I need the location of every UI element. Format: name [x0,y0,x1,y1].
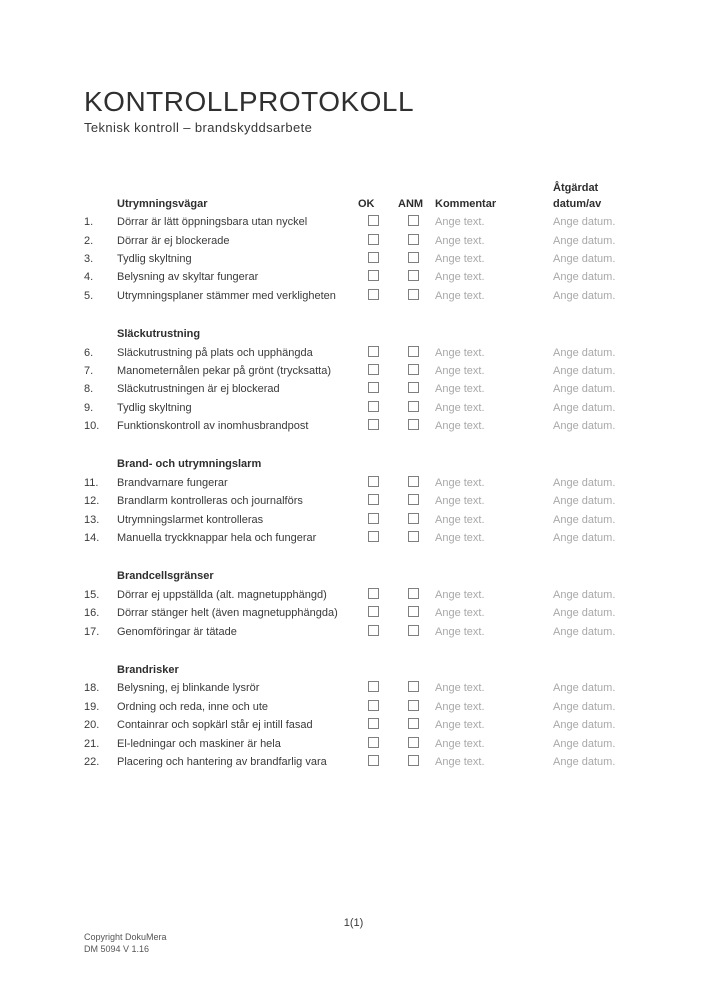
item-label: Tydlig skyltning [117,252,192,265]
item-number: 17. [84,625,100,638]
anm-checkbox[interactable] [408,755,419,766]
item-label: Funktionskontroll av inomhusbrandpost [117,420,309,433]
anm-checkbox[interactable] [408,606,419,617]
date-field[interactable]: Ange datum. [553,607,616,620]
checklist-row [84,250,624,268]
ok-checkbox[interactable] [368,270,379,281]
date-field[interactable]: Ange datum. [553,682,616,695]
comment-field[interactable]: Ange text. [435,719,485,732]
section-title: Brandrisker [117,664,179,676]
checklist-row [84,343,624,361]
item-label: Dörrar stänger helt (även magnetupphängda) [117,607,338,620]
section-title-row [84,455,624,473]
item-label: Utrymningsplaner stämmer med verkligheten [117,289,336,302]
ok-checkbox[interactable] [368,606,379,617]
item-label: Genomföringar är tätade [117,625,237,638]
item-number: 19. [84,700,100,713]
comment-field[interactable]: Ange text. [435,737,485,750]
checklist-row [84,474,624,492]
comment-field[interactable]: Ange text. [435,682,485,695]
anm-checkbox[interactable] [408,700,419,711]
column-header-kommentar: Kommentar [435,197,497,210]
item-number: 22. [84,755,100,768]
ok-checkbox[interactable] [368,625,379,636]
anm-checkbox[interactable] [408,718,419,729]
comment-field[interactable]: Ange text. [435,755,485,768]
ok-checkbox[interactable] [368,364,379,375]
comment-field[interactable]: Ange text. [435,383,485,396]
item-label: Manuella tryckknappar hela och fungerar [117,532,317,545]
item-label: Brandlarm kontrolleras och journalförs [117,495,303,508]
comment-field[interactable]: Ange text. [435,476,485,489]
item-number: 13. [84,513,100,526]
column-header-ok: OK [358,197,375,210]
checklist-row [84,268,624,286]
checklist-row [84,399,624,417]
item-label: Belysning av skyltar fungerar [117,271,259,284]
item-label: Utrymningslarmet kontrolleras [117,513,264,526]
date-field[interactable]: Ange datum. [553,346,616,359]
comment-field[interactable]: Ange text. [435,216,485,229]
date-field[interactable]: Ange datum. [553,420,616,433]
comment-field[interactable]: Ange text. [435,234,485,247]
item-number: 21. [84,737,100,750]
footer-copyright: Copyright DokuMera [84,932,167,942]
column-header-row-2 [84,194,624,213]
date-field[interactable]: Ange datum. [553,700,616,713]
anm-checkbox[interactable] [408,681,419,692]
checklist-row [84,362,624,380]
date-field[interactable]: Ange datum. [553,234,616,247]
anm-checkbox[interactable] [408,625,419,636]
ok-checkbox[interactable] [368,476,379,487]
checklist-row [84,679,624,697]
ok-checkbox[interactable] [368,382,379,393]
item-label: Släckutrustning på plats och upphängda [117,346,313,359]
item-number: 7. [84,364,94,377]
ok-checkbox[interactable] [368,215,379,226]
comment-field[interactable]: Ange text. [435,700,485,713]
date-field[interactable]: Ange datum. [553,364,616,377]
anm-checkbox[interactable] [408,401,419,412]
checklist-row [84,213,624,231]
ok-checkbox[interactable] [368,681,379,692]
date-field[interactable]: Ange datum. [553,495,616,508]
item-number: 4. [84,271,94,284]
checklist-row [84,417,624,435]
item-number: 6. [84,346,94,359]
comment-field[interactable]: Ange text. [435,401,485,414]
item-number: 18. [84,682,100,695]
column-header-anm: ANM [398,197,424,210]
anm-checkbox[interactable] [408,346,419,357]
column-header-atgardat-line1: Åtgärdat [553,182,599,194]
checklist-body [84,213,624,771]
date-field[interactable]: Ange datum. [553,737,616,750]
anm-checkbox[interactable] [408,364,419,375]
checklist-row [84,231,624,249]
item-number: 5. [84,289,94,302]
anm-checkbox[interactable] [408,419,419,430]
comment-field[interactable]: Ange text. [435,289,485,302]
footer [84,932,167,955]
item-number: 20. [84,719,100,732]
item-number: 11. [84,476,99,489]
comment-field[interactable]: Ange text. [435,588,485,601]
section-title: Brandcellsgränser [117,570,214,583]
comment-field[interactable]: Ange text. [435,625,485,638]
anm-checkbox[interactable] [408,494,419,505]
anm-checkbox[interactable] [408,588,419,599]
ok-checkbox[interactable] [368,737,379,748]
section-title-row [84,567,624,585]
ok-checkbox[interactable] [368,531,379,542]
comment-field[interactable]: Ange text. [435,532,485,545]
date-field[interactable]: Ange datum. [553,532,616,545]
ok-checkbox[interactable] [368,419,379,430]
checklist-row [84,529,624,547]
anm-checkbox[interactable] [408,513,419,524]
footer-doc-id: DM 5094 V 1.16 [84,943,150,954]
date-field[interactable]: Ange datum. [553,383,616,396]
item-label: Ordning och reda, inne och ute [117,700,269,713]
item-number: 3. [84,252,94,265]
ok-checkbox[interactable] [368,494,379,505]
checklist-row [84,604,624,622]
item-number: 12. [84,495,100,508]
date-field[interactable]: Ange datum. [553,401,616,414]
item-number: 10. [84,420,100,433]
item-number: 9. [84,401,94,414]
page-subtitle: Teknisk kontroll – brandskyddsarbete [84,120,313,135]
section-title: Brand- och utrymningslarm [117,458,262,471]
page-title: KONTROLLPROTOKOLL [84,86,415,117]
ok-checkbox[interactable] [368,513,379,524]
date-field[interactable]: Ange datum. [553,216,616,229]
item-number: 8. [84,383,94,396]
item-label: Brandvarnare fungerar [117,476,228,489]
date-field[interactable]: Ange datum. [553,513,616,526]
checklist-row [84,510,624,528]
comment-field[interactable]: Ange text. [435,364,485,377]
section-title-row [84,325,624,343]
item-number: 16. [84,607,100,620]
item-number: 1. [84,216,94,229]
date-field[interactable]: Ange datum. [553,476,616,489]
ok-checkbox[interactable] [368,718,379,729]
item-label: Placering och hantering av brandfarlig vara [117,755,327,768]
item-number: 2. [84,234,94,247]
checklist-row [84,622,624,640]
anm-checkbox[interactable] [408,215,419,226]
date-field[interactable]: Ange datum. [553,755,616,768]
anm-checkbox[interactable] [408,737,419,748]
item-label: Dörrar ej uppställda (alt. magnetupphängd) [117,588,327,601]
ok-checkbox[interactable] [368,252,379,263]
page-number: 1(1) [343,917,364,929]
ok-checkbox[interactable] [368,588,379,599]
item-label: Dörrar är lätt öppningsbara utan nyckel [117,216,308,229]
anm-checkbox[interactable] [408,476,419,487]
comment-field[interactable]: Ange text. [435,271,485,284]
anm-checkbox[interactable] [408,252,419,263]
checklist-row [84,734,624,752]
section-title: Släckutrustning [117,328,201,341]
item-number: 14. [84,532,100,545]
item-label: Containrar och sopkärl står ej intill fasad [117,719,313,732]
column-header-atgardat-line2: datum/av [553,197,602,210]
ok-checkbox[interactable] [368,289,379,300]
ok-checkbox[interactable] [368,755,379,766]
comment-field[interactable]: Ange text. [435,495,485,508]
item-label: Släckutrustningen är ej blockerad [117,383,280,396]
comment-field[interactable]: Ange text. [435,346,485,359]
column-header-row-1 [84,179,624,194]
date-field[interactable]: Ange datum. [553,625,616,638]
anm-checkbox[interactable] [408,382,419,393]
checklist-row [84,380,624,398]
checklist-row [84,716,624,734]
checklist-row [84,492,624,510]
comment-field[interactable]: Ange text. [435,420,485,433]
item-label: Manometernålen pekar på grönt (trycksatta) [117,364,331,377]
comment-field[interactable]: Ange text. [435,607,485,620]
date-field[interactable]: Ange datum. [553,588,616,601]
ok-checkbox[interactable] [368,700,379,711]
item-label: Dörrar är ej blockerade [117,234,230,247]
checklist-row [84,698,624,716]
date-field[interactable]: Ange datum. [553,252,616,265]
section-title-row [84,661,624,679]
anm-checkbox[interactable] [408,234,419,245]
ok-checkbox[interactable] [368,401,379,412]
date-field[interactable]: Ange datum. [553,289,616,302]
checklist-row [84,586,624,604]
anm-checkbox[interactable] [408,289,419,300]
ok-checkbox[interactable] [368,234,379,245]
checklist-table [84,179,624,771]
item-label: Tydlig skyltning [117,401,192,414]
comment-field[interactable]: Ange text. [435,513,485,526]
item-number: 15. [84,588,100,601]
date-field[interactable]: Ange datum. [553,719,616,732]
date-field[interactable]: Ange datum. [553,271,616,284]
checklist-row [84,287,624,305]
ok-checkbox[interactable] [368,346,379,357]
item-label: Belysning, ej blinkande lysrör [117,682,260,695]
checklist-row [84,753,624,771]
comment-field[interactable]: Ange text. [435,252,485,265]
section-title: Utrymningsvägar [117,197,208,210]
item-label: El-ledningar och maskiner är hela [117,737,281,750]
anm-checkbox[interactable] [408,270,419,281]
anm-checkbox[interactable] [408,531,419,542]
